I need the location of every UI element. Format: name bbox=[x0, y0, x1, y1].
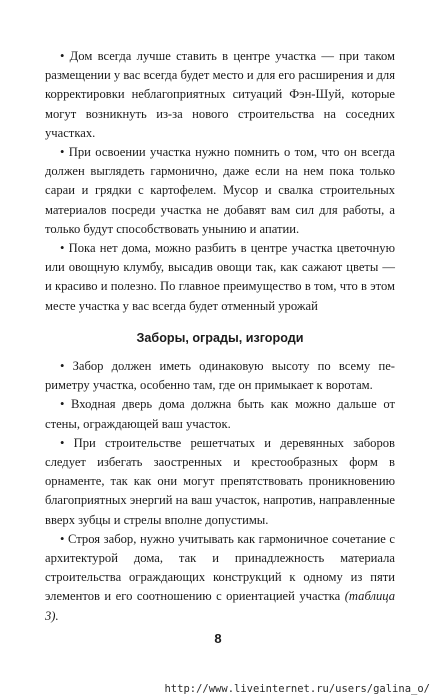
top-text-block bbox=[45, 47, 395, 316]
section-heading: Заборы, ограды, изгороди bbox=[136, 331, 304, 345]
paragraph-flowerbed: • Пока нет дома, можно разбить в центре участка цветочную или овощную клумбу, высадив овощи так, как сажают цветы — и красиво и полезно. По главное преимущество в том, что в этом месте участка у вас всегда будет отменный урожай bbox=[45, 241, 395, 313]
table-reference: (таблица 3). bbox=[45, 589, 395, 623]
paragraph-fence-materials-text: • Строя забор, нужно учитывать как гармоничное сочетание с архитектурой дома, так и принадлежность материала строительства ограждающих конструкций к одному из пяти элементов и его соотношению с ориентацией участка bbox=[45, 531, 395, 604]
bottom-text-block bbox=[45, 357, 395, 626]
paragraph-fence-height: • Забор должен иметь одинаковую высоту по всему периметру участка, особенно там, где он примыкает к воротам. bbox=[45, 359, 395, 393]
paragraph-entrance-door: • Входная дверь дома должна быть как можно дальше от стены, ограждающей ваш участок. bbox=[45, 397, 395, 431]
paragraph-house-center: • Дом всегда лучше ставить в центре участка — при таком размещении у вас всегда будет место и для его расширения и для корректировки неблагоприятных ситуаций Фэн-Шуй, которые могут возникнуть из-за нового строительства на соседних участках. bbox=[45, 49, 395, 140]
paragraph-harmony: • При освоении участка нужно помнить о том, что он всегда должен выглядеть гармонично, даже если на нем пока только сараи и грядки с картофелем. Мусор и свалка строительных материалов посреди участка не добавят вам сил для работы, а только будут способствовать унынию и апатии. bbox=[45, 145, 395, 236]
page-number: 8 bbox=[214, 631, 222, 646]
paragraph-lattice-fences: • При строительстве решетчатых и деревянных заборов следует избегать заостренных и крестообразных форм в орнаменте, так как они могут препятствовать проникновению благоприятных энергий на ваш участок, напротив, направленные вверх зубцы и стрелы вполне допустимы. bbox=[45, 435, 396, 527]
paragraph-fence-materials bbox=[45, 530, 395, 626]
watermark-url: http://www.liveinternet.ru/users/galina_o/ bbox=[164, 683, 430, 695]
